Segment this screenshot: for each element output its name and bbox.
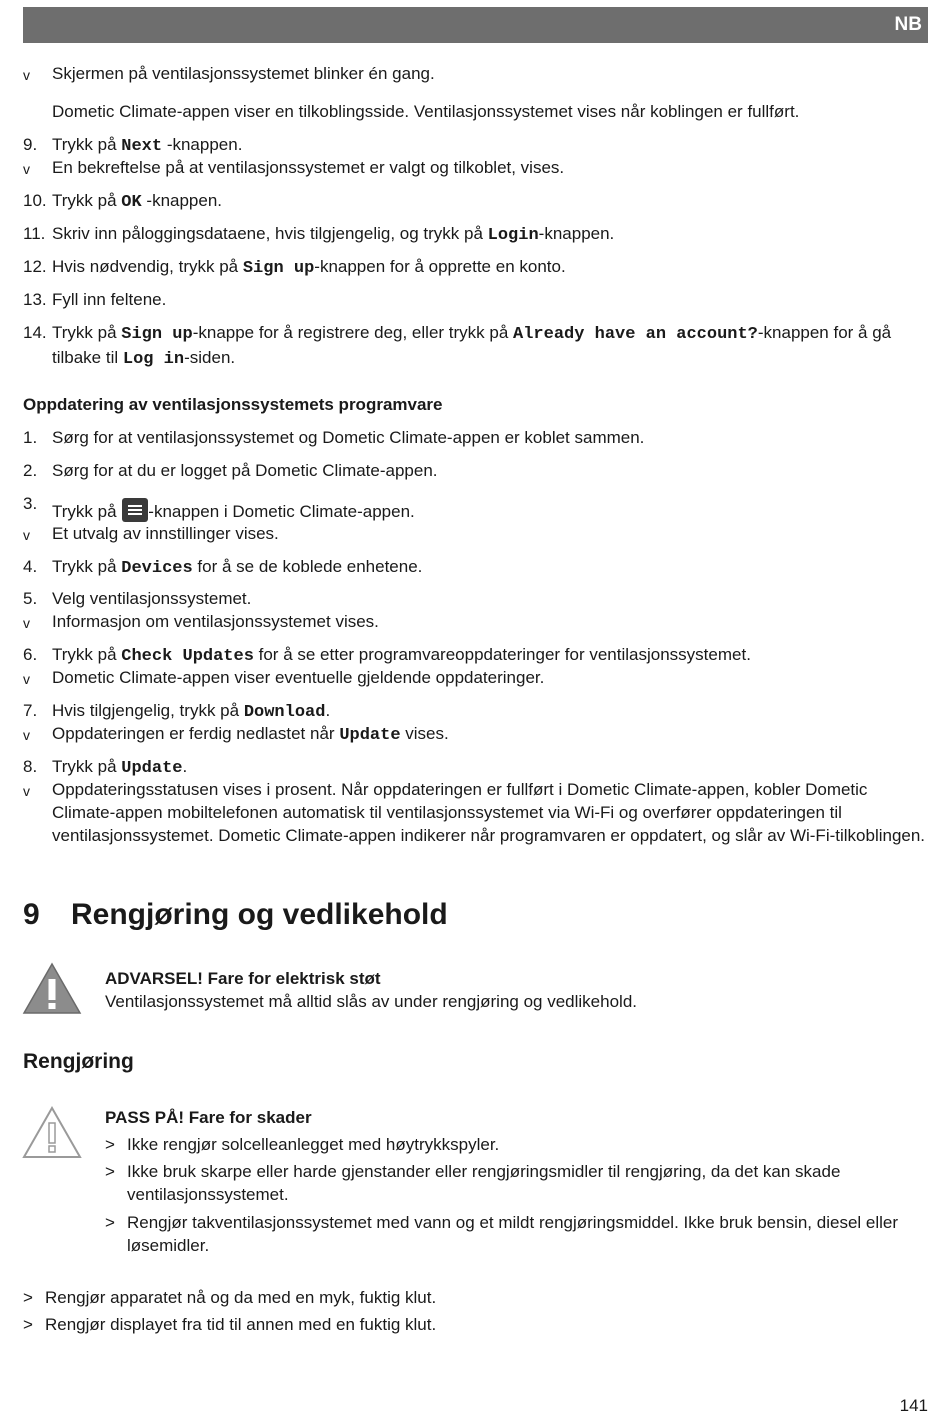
- warning-triangle-icon: [22, 962, 82, 1015]
- caution-item: > Rengjør takventilasjonssystemet med vann og et mildt rengjøringsmiddel. Ikke bruk bensin, diesel eller løsemidler.: [105, 1213, 899, 1255]
- code-update: Update: [339, 726, 401, 745]
- warning-title: ADVARSEL! Fare for elektrisk støt: [105, 969, 381, 988]
- code-login: Login: [487, 226, 539, 245]
- update-step-5: 5. Velg ventilasjonssystemet.: [23, 589, 252, 608]
- language-code: NB: [894, 14, 922, 35]
- result-line: v Oppdateringsstatusen vises i prosent. Når oppdateringen er fullført i Dometic Climate-appen, kobler Dometic Climate-appen mobiltelefonen automatisk til ventilasjonssystemet via Wi-Fi og overfører oppdateringen til ventilasjonssystemet. Dometic Climate-appen indikerer når programvaren er oppdatert, og slår av Wi-Fi-tilkoblingen.: [23, 780, 926, 845]
- result-line: v Et utvalg av innstillinger vises.: [23, 522, 926, 545]
- cleaning-item: > Rengjør apparatet nå og da med en myk, fuktig klut.: [23, 1288, 437, 1307]
- result-marker: v: [23, 671, 30, 687]
- chapter-title: Rengjøring og vedlikehold: [71, 898, 448, 931]
- result-line: v Skjermen på ventilasjonssystemet blinker én gang.: [23, 62, 926, 85]
- menu-icon: [122, 498, 148, 522]
- update-step-3: 3. Trykk på -knappen i Dometic Climate-appen.: [23, 494, 415, 521]
- update-step-6: 6. Trykk på Check Updates for å se etter programvareoppdateringer for ventilasjonssystemet.: [23, 645, 751, 666]
- result-marker: v: [23, 783, 30, 799]
- header-bar: [23, 7, 928, 43]
- caution-title: PASS PÅ! Fare for skader: [105, 1108, 312, 1127]
- page-number: 141: [899, 1396, 928, 1415]
- cleaning-item: > Rengjør displayet fra tid til annen med en fuktig klut.: [23, 1315, 437, 1334]
- code-download: Download: [243, 703, 326, 722]
- caution-item: > Ikke bruk skarpe eller harde gjenstander eller rengjøringsmidler til rengjøring, da det kan skade ventilasjonssystemet.: [105, 1162, 841, 1204]
- result-marker: v: [23, 615, 30, 631]
- step-11: 11. Skriv inn påloggingsdataene, hvis tilgjengelig, og trykk på Login-knappen.: [23, 224, 615, 245]
- update-step-7: 7. Hvis tilgjengelig, trykk på Download.: [23, 701, 331, 722]
- result-line: v En bekreftelse på at ventilasjonssystemet er valgt og tilkoblet, vises.: [23, 156, 926, 179]
- update-step-2: 2. Sørg for at du er logget på Dometic Climate-appen.: [23, 461, 438, 480]
- update-step-8: 8. Trykk på Update.: [23, 757, 188, 778]
- paragraph: Dometic Climate-appen viser en tilkoblingsside. Ventilasjonssystemet vises når koblingen er fullført.: [52, 102, 800, 121]
- result-marker: v: [23, 67, 30, 83]
- step-14: 14. Trykk på Sign up-knappe for å registrere deg, eller trykk på Already have an account?-knappen for å gå tilbake til Log in-siden.: [23, 323, 892, 369]
- step-13: 13. Fyll inn feltene.: [23, 290, 167, 309]
- chapter-heading: [23, 896, 448, 934]
- update-step-1: 1. Sørg for at ventilasjonssystemet og Dometic Climate-appen er koblet sammen.: [23, 428, 645, 447]
- result-line: v Dometic Climate-appen viser eventuelle gjeldende oppdateringer.: [23, 666, 926, 689]
- step-9: 9. Trykk på Next -knappen.: [23, 135, 243, 156]
- section-heading-update: Oppdatering av ventilasjonssystemets programvare: [23, 395, 443, 414]
- code-ok: OK: [121, 193, 142, 212]
- result-line: v Oppdateringen er ferdig nedlastet når Update vises.: [23, 724, 449, 745]
- result-marker: v: [23, 527, 30, 543]
- result-line: v Informasjon om ventilasjonssystemet vises.: [23, 610, 926, 633]
- code-sign-up: Sign up: [121, 325, 193, 344]
- step-12: 12. Hvis nødvendig, trykk på Sign up-knappen for å opprette en konto.: [23, 257, 566, 278]
- code-check-updates: Check Updates: [121, 647, 254, 666]
- update-step-4: 4. Trykk på Devices for å se de koblede enhetene.: [23, 557, 423, 578]
- code-update: Update: [121, 759, 183, 778]
- result-marker: v: [23, 161, 30, 177]
- code-sign-up: Sign up: [242, 259, 315, 278]
- step-10: 10. Trykk på OK -knappen.: [23, 191, 223, 212]
- code-already-have-account: Already have an account?: [513, 325, 758, 344]
- code-devices: Devices: [121, 559, 193, 578]
- code-log-in: Log in: [122, 350, 185, 369]
- warning-text: Ventilasjonssystemet må alltid slås av under rengjøring og vedlikehold.: [105, 992, 637, 1011]
- caution-triangle-icon: [22, 1106, 82, 1159]
- section-heading-cleaning: Rengjøring: [23, 1050, 134, 1073]
- chapter-number: 9: [23, 898, 40, 931]
- code-next: Next: [121, 137, 163, 156]
- caution-item: > Ikke rengjør solcelleanlegget med høytrykkspyler.: [105, 1135, 500, 1154]
- result-marker: v: [23, 727, 30, 743]
